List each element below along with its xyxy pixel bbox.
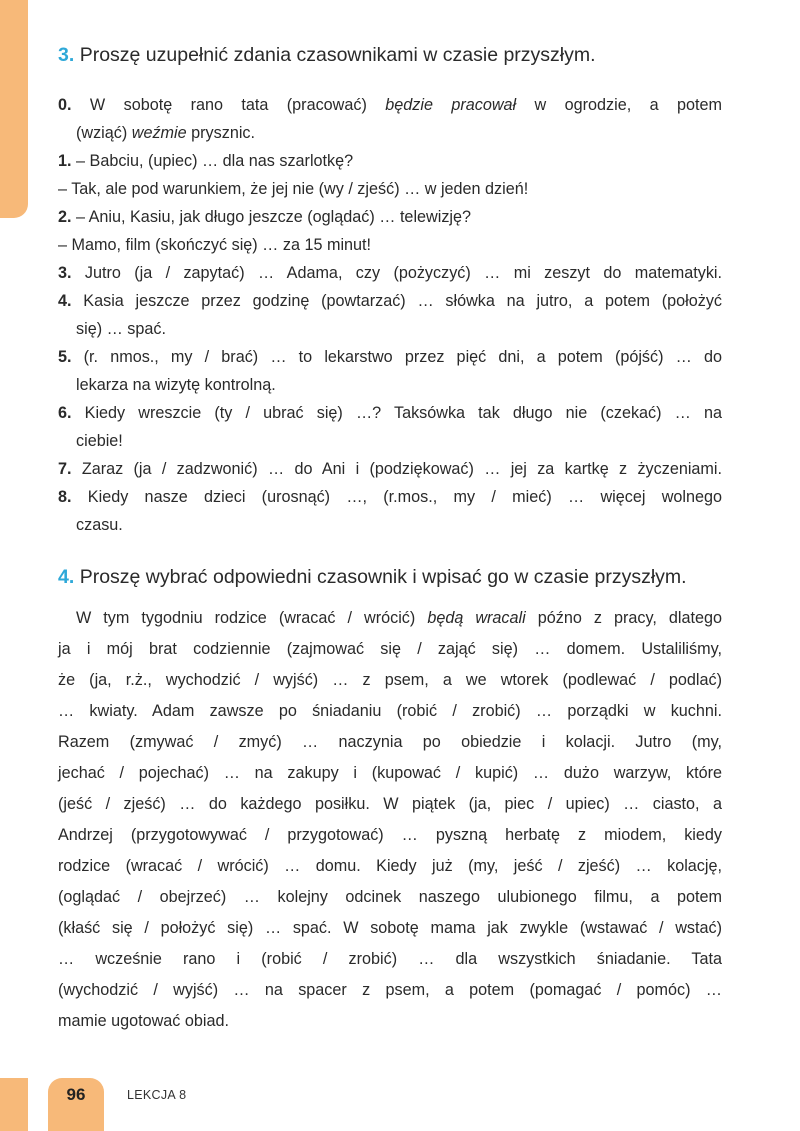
- sentence-text: Kasia jeszcze przez godzinę (powtarzać) … słówka na jutro, a potem (położyć: [83, 292, 723, 310]
- sentence-text: Kiedy wreszcie (ty / ubrać się) …? Taksówka tak długo nie (czekać) … na: [84, 404, 723, 422]
- ex4-paragraph-line-9: rodzice (wracać / wrócić) … domu. Kiedy już (my, jeść / zjeść) … kolację,: [58, 857, 722, 875]
- sentence-text: Kiedy nasze dzieci (urosnąć) …, (r.mos., my / mieć) … więcej wolnego: [87, 488, 722, 506]
- paragraph-text: W tym tygodniu rodzice (wracać / wrócić): [76, 609, 416, 627]
- item-number: 1.: [58, 152, 72, 170]
- ex3-sentence-3: [58, 264, 722, 283]
- ex4-paragraph-line-3: że (ja, r.ż., wychodzić / wyjść) … z psem, a we wtorek (podlewać / podlać): [58, 671, 722, 689]
- orange-footer-tab: [0, 1078, 28, 1131]
- ex4-paragraph-line-6: jechać / pojechać) … na zakupy i (kupować / kupić) … dużo warzyw, które: [58, 764, 722, 782]
- ex4-paragraph-line-10: (oglądać / obejrzeć) … kolejny odcinek naszego ulubionego filmu, a potem: [58, 888, 722, 906]
- ex4-paragraph-line-1: [76, 609, 722, 628]
- sentence-text: w ogrodzie, a potem: [534, 96, 723, 114]
- sentence-text: (r. nmos., my / brać) … to lekarstwo przez pięć dni, a potem (pójść) … do: [83, 348, 722, 366]
- item-number: 6.: [58, 404, 72, 422]
- ex4-paragraph-line-12: … wcześnie rano i (robić / zrobić) … dla wszystkich śniadanie. Tata: [58, 950, 722, 968]
- sentence-text: prysznic.: [191, 124, 256, 142]
- exercise-4-heading: [58, 566, 687, 589]
- item-number: 8.: [58, 488, 72, 506]
- item-number: 4.: [58, 292, 72, 310]
- ex3-sentence-0-line-1: [58, 96, 722, 115]
- sentence-text: – Mamo, film (skończyć się) … za 15 minut!: [58, 236, 372, 254]
- exercise-4-number: 4.: [58, 566, 75, 588]
- ex3-sentence-7: [58, 460, 722, 479]
- ex4-paragraph-line-5: Razem (zmywać / zmyć) … naczynia po obiedzie i kolacji. Jutro (my,: [58, 733, 722, 751]
- exercise-4-title: Proszę wybrać odpowiedni czasownik i wpisać go w czasie przyszłym.: [79, 566, 687, 588]
- ex3-sentence-4-line-2: [76, 320, 166, 339]
- ex3-sentence-2-line-2: [58, 236, 371, 255]
- ex3-sentence-0-line-2: [76, 124, 255, 143]
- ex4-paragraph-line-7: (jeść / zjeść) … do każdego posiłku. W piątek (ja, piec / upiec) … ciasto, a: [58, 795, 722, 813]
- example-answer: będzie pracował: [385, 96, 517, 114]
- page-number: 96: [66, 1085, 86, 1104]
- exercise-3-heading: [58, 44, 596, 67]
- exercise-3-number: 3.: [58, 44, 75, 66]
- ex4-paragraph-line-14: mamie ugotować obiad.: [58, 1012, 229, 1030]
- item-number: 7.: [58, 460, 72, 478]
- ex3-sentence-4-line-1: [58, 292, 722, 311]
- item-number: 5.: [58, 348, 72, 366]
- ex3-sentence-8-line-2: [76, 516, 123, 535]
- sentence-text: – Aniu, Kasiu, jak długo jeszcze (oglądać) … telewizję?: [76, 208, 472, 226]
- paragraph-text: późno z pracy, dlatego: [537, 609, 722, 627]
- example-answer: weźmie: [131, 124, 187, 142]
- ex4-paragraph-line-2: ja i mój brat codziennie (zajmować się / zająć się) … domem. Ustaliliśmy,: [58, 640, 722, 658]
- ex4-paragraph-line-8: Andrzej (przygotowywać / przygotować) … pyszną herbatę z miodem, kiedy: [58, 826, 722, 844]
- lesson-label: LEKCJA 8: [127, 1088, 187, 1102]
- sentence-text: – Babciu, (upiec) … dla nas szarlotkę?: [76, 152, 354, 170]
- sentence-text: W sobotę rano tata (pracować): [89, 96, 367, 114]
- sentence-text: Zaraz (ja / zadzwonić) … do Ani i (podziękować) … jej za kartkę z życzeniami.: [81, 460, 723, 478]
- sentence-text: czasu.: [76, 516, 123, 534]
- ex3-sentence-5-line-2: [76, 376, 276, 395]
- orange-margin-tab: [0, 0, 28, 218]
- ex3-sentence-6-line-2: [76, 432, 123, 451]
- ex4-paragraph-line-13: (wychodzić / wyjść) … na spacer z psem, a potem (pomagać / pomóc) …: [58, 981, 722, 999]
- sentence-text: – Tak, ale pod warunkiem, że jej nie (wy / zjeść) … w jeden dzień!: [58, 180, 529, 198]
- ex3-sentence-6-line-1: [58, 404, 722, 423]
- ex3-sentence-1-line-2: [58, 180, 528, 199]
- sentence-text: ciebie!: [76, 432, 123, 450]
- item-number: 0.: [58, 96, 72, 114]
- ex3-sentence-2-line-1: [58, 208, 471, 227]
- sentence-text: (wziąć): [76, 124, 128, 142]
- exercise-3-title: Proszę uzupełnić zdania czasownikami w czasie przyszłym.: [79, 44, 596, 66]
- item-number: 3.: [58, 264, 72, 282]
- ex4-paragraph-line-11: (kłaść się / położyć się) … spać. W sobotę mama jak zwykle (wstawać / wstać): [58, 919, 722, 937]
- ex3-sentence-8-line-1: [58, 488, 722, 507]
- ex3-sentence-1-line-1: [58, 152, 353, 171]
- ex3-sentence-5-line-1: [58, 348, 722, 367]
- sentence-text: Jutro (ja / zapytać) … Adama, czy (pożyczyć) … mi zeszyt do matematyki.: [84, 264, 723, 282]
- ex4-paragraph-line-4: … kwiaty. Adam zawsze po śniadaniu (robić / zrobić) … porządki w kuchni.: [58, 702, 722, 720]
- item-number: 2.: [58, 208, 72, 226]
- sentence-text: się) … spać.: [76, 320, 166, 338]
- example-answer: będą wracali: [427, 609, 526, 627]
- sentence-text: lekarza na wizytę kontrolną.: [76, 376, 276, 394]
